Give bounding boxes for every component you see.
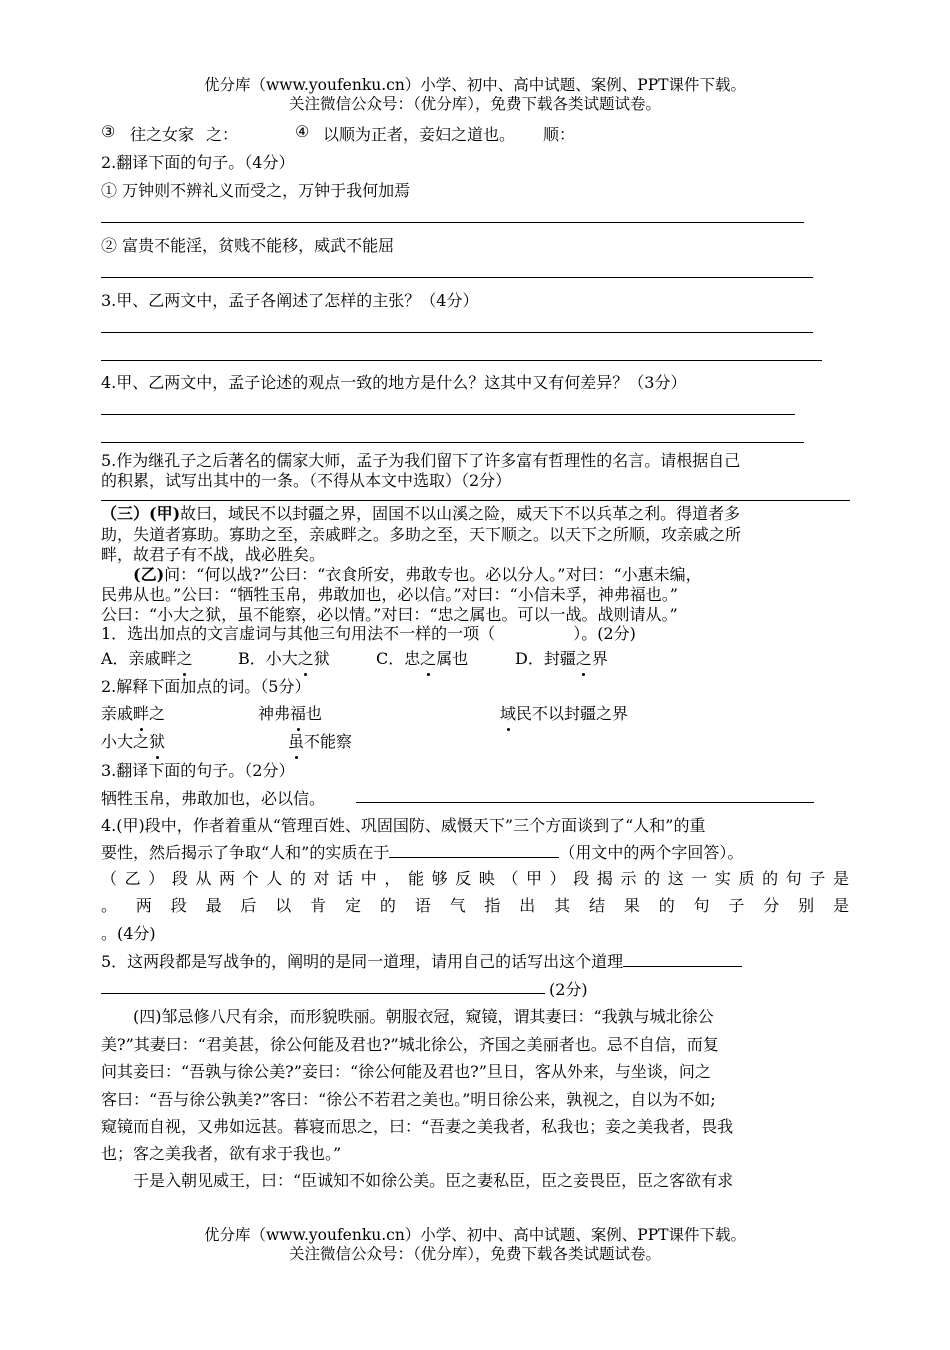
p2-q3-title: 3.甲、乙两文中，孟子各阐述了怎样的主张？（4分） [101,291,479,310]
q1-item4-label: 顺： [543,125,576,144]
p2-q4-title: 4.甲、乙两文中，孟子论述的观点一致的地方是什么？这其中又有何差异？（3分） [101,373,687,392]
page-header-line2: 关注微信公众号：（优分库），免费下载各类试题试卷。 [288,95,661,113]
answer-line[interactable] [101,277,813,278]
q1-item3-text: 往之女家 [130,125,195,144]
p3-q4-line4: 。两段最后以肯定的语气指出其结果的句子分别是 [101,896,849,915]
answer-line[interactable] [101,222,804,223]
p2-q2-sentence-1: ① 万钟则不辨礼义而受之，万钟于我何加焉 [101,181,411,200]
p3-q1-title-score: ）。(2分) [573,624,636,643]
p3-jia-line2: 助，失道者寡助。寡助之至，亲戚畔之。多助之至，天下顺之。以天下之所顺，攻亲戚之所 [101,525,742,544]
p4-para2-line1: 于是入朝见威王，曰：“臣诚知不如徐公美。臣之妻私臣，臣之妾畏臣，臣之客欲有求 [133,1171,734,1190]
p4-para1-line3: 问其妾曰：“吾孰与徐公美?”妾曰：“徐公何能及君也?”旦日，客从外来，与坐谈，问之 [101,1062,711,1081]
p3-yi-label: (乙) [133,565,165,584]
p3-yi-line2: 民弗从也。”公曰：“牺牲玉帛，弗敢加也，必以信。”对曰：“小信未孚，神弗福也。” [101,585,678,604]
p3-section-label: （三）(甲) [101,504,181,523]
p3-jia-line3: 畔，故君子有不战，战必胜矣。 [101,545,326,564]
answer-line[interactable] [101,442,804,443]
page-header-line1: 优分库（www.youfenku.cn）小学、初中、高中试题、案例、PPT课件下载。 [203,76,747,94]
p3-q2-word-1: 亲戚畔之 [101,701,165,724]
p3-q4-line5: 。(4分) [101,924,156,943]
answer-line[interactable] [101,993,545,994]
p3-q5-score: (2分) [549,980,588,999]
p3-yi-text: 问：“何以战?”公曰：“衣食所安，弗敢专也。必以分人。”对曰：“小惠未编， [164,565,702,584]
p3-q3-title: 3.翻译下面的句子。（2分） [101,761,295,780]
p3-q4-line1: 4.(甲)段中，作者着重从“管理百姓、巩固国防、威慑天下”三个方面谈到了“人和”的重 [101,816,706,835]
p3-q1-option-c[interactable]: C．忠之属也 [376,646,468,669]
p3-jia-line1 [101,501,740,524]
p3-yi-line3: 公曰：“小大之狱，虽不能察，必以情。”对曰：“忠之属也。可以一战。战则请从。” [101,605,678,624]
p3-q2-word-5: 虽不能察 [288,729,352,752]
p2-q2-title: 2.翻译下面的句子。（4分） [101,153,295,172]
p2-q5-line2: 的积累，试写出其中的一条。（不得从本文中选取）（2分） [101,471,512,490]
p3-q1-title-text: 1．选出加点的文言虚词与其他三句用法不一样的一项（ [101,624,496,643]
p3-q1-option-d[interactable]: D．封疆之界 [515,646,608,669]
page-footer-line1: 优分库（www.youfenku.cn）小学、初中、高中试题、案例、PPT课件下载。 [203,1226,747,1244]
p3-q2-word-3: 域民不以封疆之界 [500,701,628,724]
answer-blank[interactable] [389,841,559,858]
p2-q2-sentence-2: ② 富贵不能淫，贫贱不能移，威武不能屈 [101,236,395,255]
p4-para1-line2: 美?”其妻曰：“君美甚，徐公何能及君也?”城北徐公，齐国之美丽者也。忌不自信，而复 [101,1035,719,1054]
p4-para1-line1: (四)邹忌修八尺有余，而形貌昳丽。朝服衣冠，窥镜，谓其妻曰：“我孰与城北徐公 [133,1007,714,1026]
p3-q2-word-2: 神弗福也 [258,701,322,724]
p4-para1-line6: 也；客之美我者，欲有求于我也。” [101,1144,342,1163]
p3-q1-title [101,621,636,644]
p3-q4-line2: 要性，然后揭示了争取“人和”的实质在于 （用文中的两个字回答）。 [101,843,744,862]
q1-item3-num: ③ [101,122,116,141]
q1-item4-num: ④ [295,122,310,141]
p3-q1-option-a[interactable]: A．亲戚畔之 [101,646,193,669]
p3-q3-sentence: 牺牲玉帛，弗敢加也，必以信。 [101,789,326,808]
p3-q2-word-4: 小大之狱 [101,729,165,752]
p4-para1-line4: 客曰：“吾与徐公孰美?”客曰：“徐公不若君之美也。”明日徐公来，孰视之，自以为不如; [101,1090,716,1109]
p3-q5-line1: 5．这两段都是写战争的，阐明的是同一道理，请用自己的话写出这个道理 [101,949,742,972]
answer-line[interactable] [101,414,795,415]
answer-line[interactable] [356,802,814,803]
answer-blank[interactable] [623,950,742,967]
q1-item4-text: 以顺为正者，妾妇之道也。 [323,125,516,144]
p3-q1-option-b[interactable]: B．小大之狱 [238,646,330,669]
answer-line[interactable] [101,360,822,361]
answer-line[interactable] [101,332,813,333]
p3-q4-line3: （乙）段从两个人的对话中，能够反映（甲）段揭示的这一实质的句子是 [101,869,849,888]
p3-q2-title: 2.解释下面加点的词。（5分） [101,677,311,696]
p3-jia-text: 故曰，域民不以封疆之界，固国不以山溪之险，威天下不以兵革之利。得道者多 [180,504,741,523]
p4-para1-line5: 窥镜而自视，又弗如远甚。暮寝而思之，曰：“吾妻之美我者，私我也；妾之美我者，畏我 [101,1117,734,1136]
q1-item3-label: 之： [206,125,239,144]
p2-q5-line1: 5.作为继孔子之后著名的儒家大师，孟子为我们留下了许多富有哲理性的名言。请根据自己 [101,451,741,470]
page-footer-line2: 关注微信公众号：（优分库），免费下载各类试题试卷。 [288,1245,661,1263]
